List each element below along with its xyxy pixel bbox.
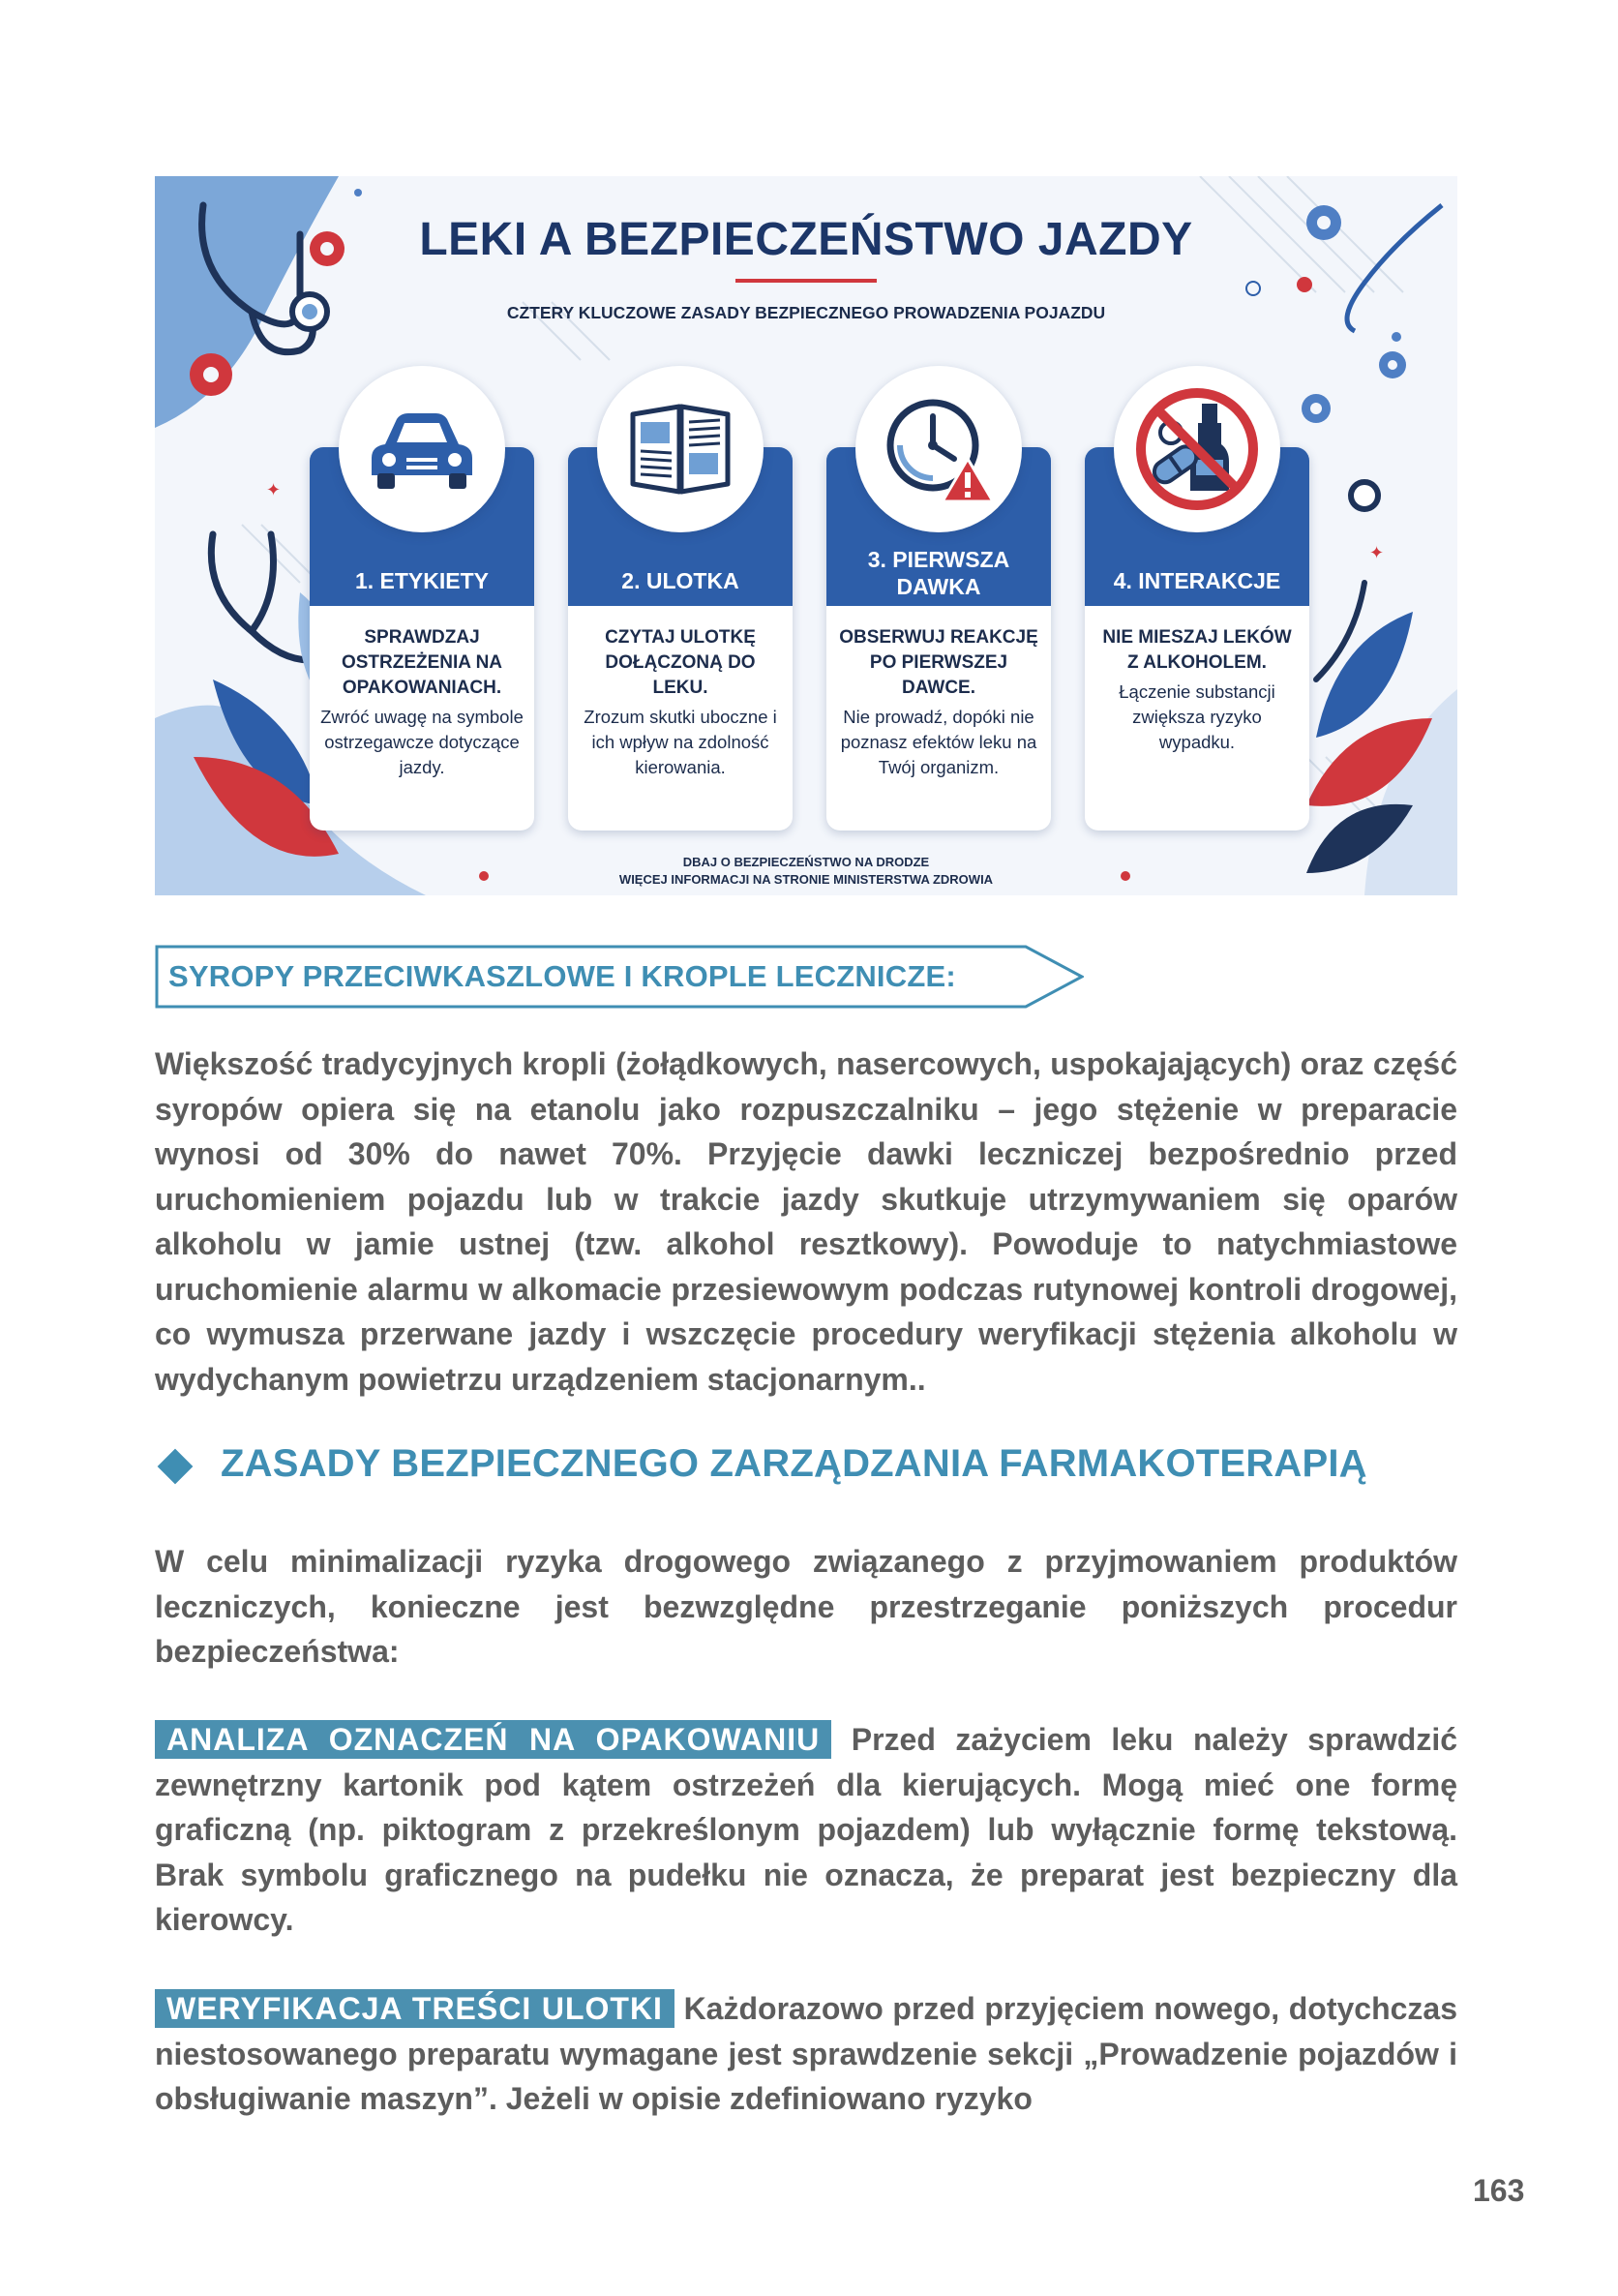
no-pills-alcohol-icon bbox=[1114, 366, 1280, 532]
card-title: 3. PIERWSZA DAWKA bbox=[867, 547, 1010, 599]
card-description: Zwróć uwagę na symbole ostrzegawcze dotyczące jazdy. bbox=[320, 707, 524, 777]
card-headline: NIE MIESZAJ LEKÓW Z ALKOHOLEM. bbox=[1102, 627, 1292, 673]
card-headline: CZYTAJ ULOTKĘ DOŁĄCZONĄ DO LEKU. bbox=[605, 627, 756, 698]
card-title: 1. ETYKIETY bbox=[354, 568, 490, 593]
package-analysis-paragraph bbox=[155, 1717, 1457, 1943]
leaflet-verification-tag: WERYFIKACJA TREŚCI ULOTKI bbox=[155, 1989, 674, 2028]
section-heading bbox=[155, 1440, 1457, 1495]
safety-intro-paragraph: W celu minimalizacji ryzyka drogowego związanego z przyjmowaniem produktów leczniczych, konieczne jest bezwzględne przestrzeganie poniższych procedur bezpieczeństwa: bbox=[155, 1544, 1457, 1669]
clock-warning-icon bbox=[855, 366, 1022, 532]
footer-line-1: DBAJ O BEZPIECZEŃSTWO NA DRODZE bbox=[682, 855, 930, 869]
card-headline: SPRAWDZAJ OSTRZEŻENIA NA OPAKOWANIACH. bbox=[341, 627, 503, 698]
section-heading-text: ZASADY BEZPIECZNEGO ZARZĄDZANIA FARMAKOTERAPIĄ bbox=[221, 1442, 1367, 1485]
footer-line-2: WIĘCEJ INFORMACJI NA STRONIE MINISTERSTWA ZDROWIA bbox=[618, 872, 994, 887]
title-underline bbox=[735, 279, 877, 283]
card-description: Nie prowadź, dopóki nie poznasz efektów leku na Twój organizm. bbox=[840, 707, 1037, 777]
page-number: 163 bbox=[1473, 2173, 1525, 2208]
package-analysis-tag: ANALIZA OZNACZEŃ NA OPAKOWANIU bbox=[155, 1720, 831, 1759]
leaflet-verification-paragraph bbox=[155, 1986, 1457, 2122]
infographic-title: LEKI A BEZPIECZEŃSTWO JAZDY bbox=[419, 214, 1193, 265]
syrup-section-label-box bbox=[155, 945, 1074, 1005]
card-headline: OBSERWUJ REAKCJĘ PO PIERWSZEJ DAWCE. bbox=[839, 627, 1038, 698]
diamond-bullet-icon bbox=[158, 1449, 194, 1485]
infographic bbox=[155, 176, 1457, 895]
card-description: Łączenie substancji zwiększa ryzyko wypadku. bbox=[1119, 681, 1275, 752]
card-description: Zrozum skutki uboczne i ich wpływ na zdolność kierowania. bbox=[584, 707, 777, 777]
svg-text:✦: ✦ bbox=[266, 480, 282, 500]
syrup-section-label: SYROPY PRZECIWKASZLOWE I KROPLE LECZNICZE: bbox=[168, 959, 956, 993]
leaflet-icon bbox=[597, 366, 764, 532]
card-title: 4. INTERAKCJE bbox=[1113, 568, 1281, 593]
card-title: 2. ULOTKA bbox=[621, 568, 739, 593]
infographic-subtitle: CZTERY KLUCZOWE ZASADY BEZPIECZNEGO PROWADZENIA POJAZDU bbox=[506, 303, 1106, 322]
leaflet-verification-text: Każdorazowo przed przyjęciem nowego, dotychczas niestosowanego preparatu wymagane jest sprawdzenie sekcji „Prowadzenie pojazdów i obsługiwanie maszyn”. Jeżeli w opisie zdefiniowano ryzyko bbox=[155, 1991, 1458, 2116]
package-analysis-text: Przed zażyciem leku należy sprawdzić zewnętrzny kartonik pod kątem ostrzeżeń dla kierujących. Mogą mieć one formę graficzną (np. piktogram z przekreślonym pojazdem) lub wyłącznie formę tekstową. Brak symbolu graficznego na pudełku nie oznacza, że preparat jest bezpieczny dla kierowcy. bbox=[155, 1722, 1458, 1937]
svg-text:✦: ✦ bbox=[1369, 543, 1385, 563]
syrup-paragraph: Większość tradycyjnych kropli (żołądkowych, nasercowych, uspokajających) oraz część syropów opiera się na etanolu jako rozpuszczalniku – jego stężenie w preparacie wynosi od 30% do nawet 70%. Przyjęcie dawki leczniczej bezpośrednio przed uruchomieniem pojazdu lub w trakcie jazdy skutkuje utrzymywaniem się oparów alkoholu w jamie ustnej (tzw. alkohol resztkowy). Powoduje to natychmiastowe uruchomienie alarmu w alkomacie przesiewowym podczas rutynowej kontroli drogowej, co wymusza przerwane jazdy i wszczęcie procedury weryfikacji stężenia alkoholu w wydychanym powietrzu urządzeniem stacjonarnym.. bbox=[155, 1046, 1457, 1397]
infographic-footer bbox=[155, 854, 1457, 889]
car-icon bbox=[339, 366, 505, 532]
